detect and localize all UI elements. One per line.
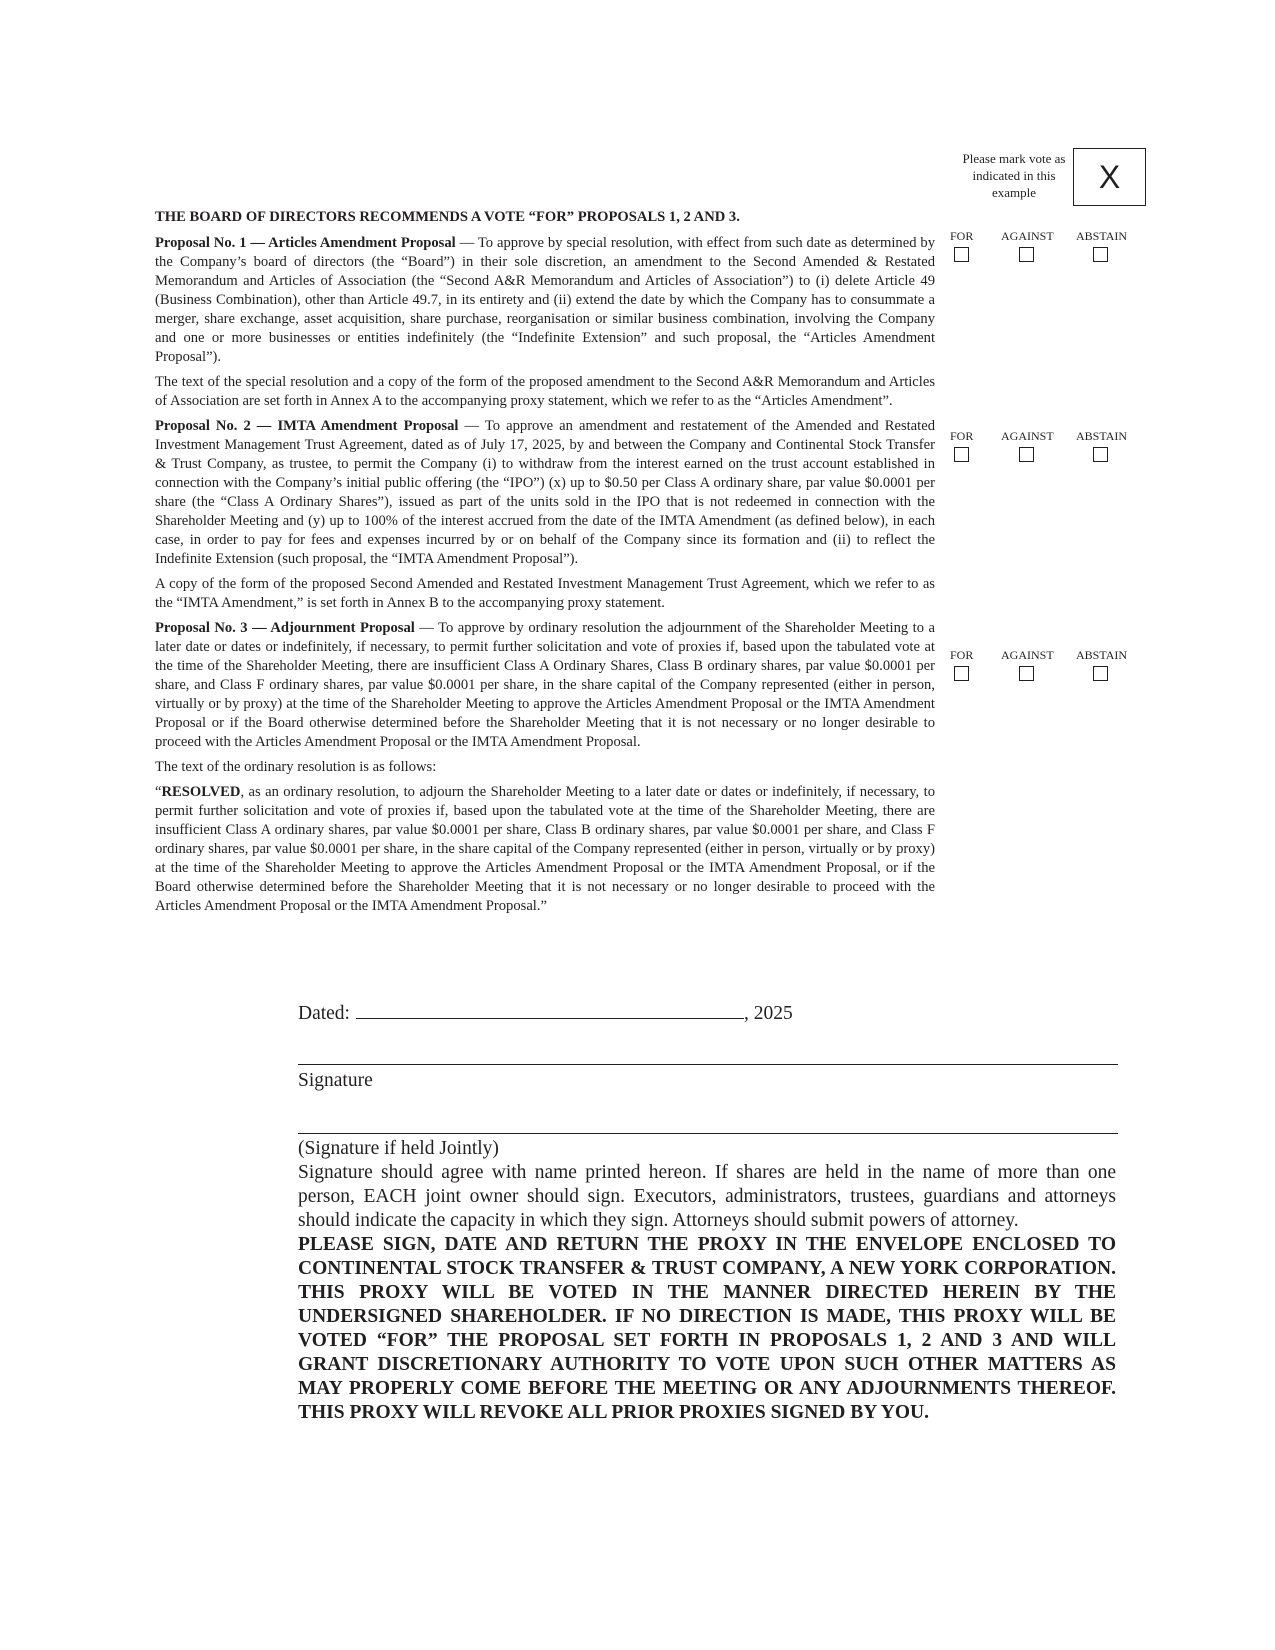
dated-row [298,1000,1118,1026]
signature-line[interactable] [298,1064,1118,1065]
vote-label-against: AGAINST [1001,648,1054,662]
proposal-1-for-checkbox[interactable] [954,247,969,262]
joint-signature-label: (Signature if held Jointly) [298,1138,499,1159]
proposal-1-note: The text of the special resolution and a copy of the form of the proposed amendment to the Second A&R Memorandum and Articles of Association are set forth in Annex A to the accompanying proxy statement, which we refer to as the “Articles Amendment”. [155,374,935,409]
mark-vote-instruction: Please mark vote as indicated in this example [962,151,1066,200]
signing-notice [298,1161,1116,1425]
vote-label-abstain: ABSTAIN [1076,648,1128,662]
board-recommendation-heading: THE BOARD OF DIRECTORS RECOMMENDS A VOTE “FOR” PROPOSALS 1, 2 AND 3. [155,209,740,225]
vote-label-against: AGAINST [1001,229,1054,243]
proposal-2-text: — To approve an amendment and restatement of the Amended and Restated Investment Management Trust Agreement, dated as of July 17, 2025, by and between the Company and Continental Stock Transfer & Trust Company, as trustee, to permit the Company (i) to withdraw from the interest earned on the trust account established in connection with the Company’s initial public offering (the “IPO”) (x) up to $0.50 per Class A ordinary share, par value $0.0001 per share (the “Class A Ordinary Shares”), issued as part of the units sold in the IPO that is not redeemed in connection with the Shareholder Meeting and (y) up to 100% of the interest accrued from the date of the IMTA Amendment (as defined below), in each case, in order to pay for fees and expenses incurred by or on behalf of the Company since its formation and (ii) to reflect the Indefinite Extension (such proposal, the “IMTA Amendment Proposal”). [155,418,935,567]
dated-year: , 2025 [743,1003,793,1024]
proposal-3-text: — To approve by ordinary resolution the adjournment of the Shareholder Meeting to a later date or dates or indefinitely, if necessary, to permit further solicitation and vote of proxies if, based upon the tabulated vote at the time of the Shareholder Meeting, there are insufficient Class A Ordinary Shares, Class B ordinary shares, par value $0.0001 per share, and Class F ordinary shares, par value $0.0001 per share, in the share capital of the Company represented (either in person, virtually or by proxy) at the time of the Shareholder Meeting to approve the Articles Amendment Proposal or the IMTA Amendment Proposal or if the Board otherwise determined before the Shareholder Meeting that it is not necessary or no longer desirable to proceed with the Articles Amendment Proposal or the IMTA Amendment Proposal. [155,620,935,750]
joint-signature-line[interactable] [298,1133,1118,1134]
x-mark-icon: X [1098,158,1121,195]
vote-label-for: FOR [950,229,974,243]
open-quote: “ [155,784,162,800]
dated-label: Dated: [298,1003,350,1024]
dated-input-line[interactable] [356,1000,744,1019]
vote-label-for: FOR [950,429,974,443]
vote-group-proposal-2 [950,429,1150,465]
proposal-3-against-checkbox[interactable] [1019,666,1034,681]
vote-label-against: AGAINST [1001,429,1054,443]
proposal-1 [155,234,935,367]
proposal-2 [155,417,935,569]
proposal-2-note: A copy of the form of the proposed Second Amended and Restated Investment Management Trust Agreement, which we refer to as the “IMTA Amendment,” is set forth in Annex B to the accompanying proxy statement. [155,576,935,611]
proposal-2-title: Proposal No. 2 — IMTA Amendment Proposal [155,418,459,434]
vote-label-abstain: ABSTAIN [1076,429,1128,443]
resolved-label: RESOLVED [161,784,241,800]
vote-group-proposal-1 [950,229,1150,265]
resolution-body: , as an ordinary resolution, to adjourn the Shareholder Meeting to a later date or dates or indefinitely, if necessary, to permit further solicitation and vote of proxies if, based upon the tabulated vote at the time of the Shareholder Meeting, there are insufficient Class A ordinary shares, par value $0.0001 per share, Class B ordinary shares, par value $0.0001 per share, and Class F ordinary shares, par value $0.0001 per share, in the share capital of the Company represented (either in person, virtually or by proxy) at the time of the Shareholder Meeting to approve the Articles Amendment Proposal or the IMTA Amendment Proposal, or if the Board otherwise determined before the Shareholder Meeting that it is not necessary or no longer desirable to proceed with the Articles Amendment Proposal or the IMTA Amendment Proposal.” [155,784,935,914]
proposal-2-against-checkbox[interactable] [1019,447,1034,462]
vote-label-for: FOR [950,648,974,662]
proposal-3-for-checkbox[interactable] [954,666,969,681]
proposal-1-against-checkbox[interactable] [1019,247,1034,262]
vote-label-abstain: ABSTAIN [1076,229,1128,243]
proposal-3 [155,619,935,752]
vote-group-proposal-3 [950,648,1150,684]
proposal-3-abstain-checkbox[interactable] [1093,666,1108,681]
signing-instructions: Signature should agree with name printed hereon. If shares are held in the name of more than one person, EACH joint owner should sign. Executors, administrators, trustees, guardians and attorneys should indicate the capacity in which they sign. Attorneys should submit powers of attorney. [298,1162,1116,1231]
proposal-3-title: Proposal No. 3 — Adjournment Proposal [155,620,415,636]
proposal-1-title: Proposal No. 1 — Articles Amendment Proposal [155,235,456,251]
proposal-1-abstain-checkbox[interactable] [1093,247,1108,262]
proposal-1-text: — To approve by special resolution, with effect from such date as determined by the Company’s board of directors (the “Board”) in their sole discretion, an amendment to the Second Amended & Restated Memorandum and Articles of Association (the “Second A&R Memorandum and Articles of Association”) to (i) delete Article 49 (Business Combination), other than Article 49.7, in its entirety and (ii) extend the date by which the Company has to consummate a merger, share exchange, asset acquisition, share purchase, reorganisation or similar business combination, involving the Company and one or more businesses or entities indefinitely (the “Indefinite Extension” and such proposal, the “Articles Amendment Proposal”). [155,235,936,365]
proposal-2-abstain-checkbox[interactable] [1093,447,1108,462]
proposal-3-note: The text of the ordinary resolution is as follows: [155,759,437,775]
proposals-section [155,208,935,922]
proposal-2-for-checkbox[interactable] [954,447,969,462]
signature-label: Signature [298,1070,373,1091]
resolution-text [155,783,935,916]
proxy-return-notice: PLEASE SIGN, DATE AND RETURN THE PROXY IN THE ENVELOPE ENCLOSED TO CONTINENTAL STOCK TRANSFER & TRUST COMPANY, A NEW YORK CORPORATION. THIS PROXY WILL BE VOTED IN THE MANNER DIRECTED HEREIN BY THE UNDERSIGNED SHAREHOLDER. IF NO DIRECTION IS MADE, THIS PROXY WILL BE VOTED “FOR” THE PROPOSAL SET FORTH IN PROPOSALS 1, 2 AND 3 AND WILL GRANT DISCRETIONARY AUTHORITY TO VOTE UPON SUCH OTHER MATTERS AS MAY PROPERLY COME BEFORE THE MEETING OR ANY ADJOURNMENTS THEREOF. THIS PROXY WILL REVOKE ALL PRIOR PROXIES SIGNED BY YOU. [298,1234,1116,1423]
mark-example-box [1073,148,1146,206]
